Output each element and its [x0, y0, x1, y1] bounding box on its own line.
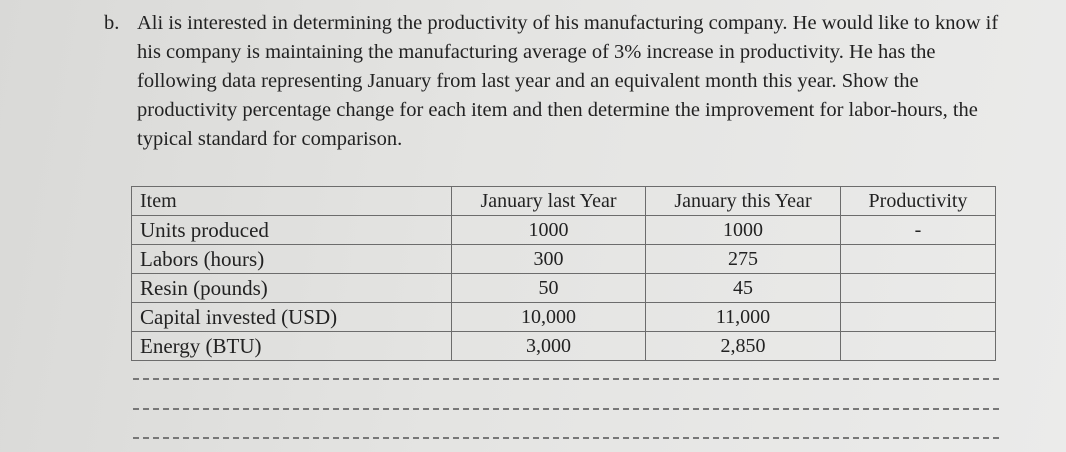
row-productivity-cell: - [841, 216, 996, 245]
header-january-last-year: January last Year [452, 187, 646, 216]
question-text: Ali is interested in determining the productivity of his manufacturing company. He would like to know if his company is maintaining the manufacturing average of 3% increase in productivity. He has the following data representing January from last year and an equivalent month this year. Show the productivity percentage change for each item and then determine the improvement for labor-hours, the typical standard for comparison. [137, 12, 999, 150]
row-last-year-value: 300 [452, 245, 646, 274]
row-item-label: Resin (pounds) [132, 274, 452, 303]
row-this-year-value: 2,850 [646, 332, 841, 361]
table-header-row [132, 187, 996, 216]
table-row [132, 332, 996, 361]
row-productivity-cell [841, 245, 996, 274]
productivity-table [131, 186, 996, 361]
row-this-year-value: 11,000 [646, 303, 841, 332]
row-productivity-cell [841, 274, 996, 303]
row-this-year-value: 275 [646, 245, 841, 274]
row-last-year-value: 3,000 [452, 332, 646, 361]
row-this-year-value: 45 [646, 274, 841, 303]
row-productivity-cell [841, 303, 996, 332]
question-label: b. [104, 12, 120, 34]
row-last-year-value: 50 [452, 274, 646, 303]
row-this-year-value: 1000 [646, 216, 841, 245]
row-item-label: Capital invested (USD) [132, 303, 452, 332]
answer-line [133, 378, 999, 380]
table-row [132, 303, 996, 332]
row-item-label: Energy (BTU) [132, 332, 452, 361]
answer-line [133, 408, 999, 410]
table-row [132, 245, 996, 274]
answer-line [133, 437, 999, 439]
row-item-label: Labors (hours) [132, 245, 452, 274]
header-january-this-year: January this Year [646, 187, 841, 216]
header-item: Item [132, 187, 452, 216]
question-block [104, 9, 1004, 154]
table-row [132, 274, 996, 303]
row-item-label: Units produced [132, 216, 452, 245]
header-productivity: Productivity [841, 187, 996, 216]
table-row [132, 216, 996, 245]
row-productivity-cell [841, 332, 996, 361]
row-last-year-value: 10,000 [452, 303, 646, 332]
row-last-year-value: 1000 [452, 216, 646, 245]
